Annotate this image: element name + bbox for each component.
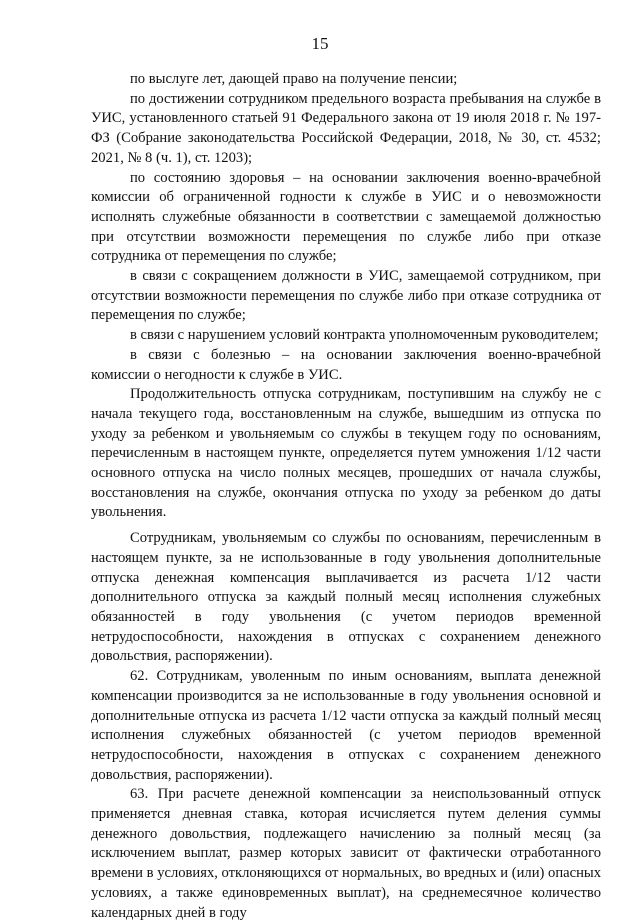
paragraph-contract-violation: в связи с нарушением условий контракта уполномоченным руководителем; [130,327,599,344]
paragraph-health: по состоянию здоровья – на основании заключения военно-врачебной комиссии об ограниченной годности к службе в УИС и о невозможности исполнять служебные обязанности в соответствии с замещаемой должностью при отсутствии возможности перемещения по службе либо при отказе сотрудника от перемещения по службе; [91,169,601,265]
paragraph-illness: в связи с болезнью – на основании заключения военно-врачебной комиссии о негодности к службе в УИС. [91,346,601,383]
paragraph-age-limit: по достижении сотрудником предельного возраста пребывания на службе в УИС, установленного статьей 91 Федерального закона от 19 июля 2018 г. № 197-ФЗ (Собрание законодательства Российской Федерации, 2018, № 30, ст. 4532; 2021, № 8 (ч. 1), ст. 1203); [91,90,601,166]
paragraph-additional-leave-compensation: Сотрудникам, увольняемым со службы по основаниям, перечисленным в настоящем пункте, за не использованные в году увольнения дополнительные отпуска денежная компенсация выплачивается из расчета 1/12 части дополнительного отпуска за каждый полный месяц исполнения служебных обязанностей в году увольнения (с учетом периодов временной нетрудоспособности, нахождения в отпусках с сохранением денежного довольствия, распоряжении). [91,530,601,665]
paragraph-item-63: 63. При расчете денежной компенсации за неиспользованный отпуск применяется дневная ставка, которая исчисляется путем деления суммы денежного довольствия, подлежащего начислению за полный месяц (за исключением выплат, размер которых зависит от фактически отработанного времени в условиях, отклоняющихся от нормальных, во вредных и (или) опасных условиях, а также единовременных выплат), на среднемесячное количество календарных дней в году [91,786,601,921]
paragraph-pension: по выслуге лет, дающей право на получение пенсии; [130,71,458,87]
page-number: 15 [311,34,329,53]
document-body [91,70,601,923]
paragraph-leave-duration: Продолжительность отпуска сотрудникам, поступившим на службу не с начала текущего года, восстановленным на службе, вышедшим из отпуска по уходу за ребенком и увольняемым со службы в текущем году по основаниям, перечисленным в настоящем пункте, определяется путем умножения 1/12 части основного отпуска на число полных месяцев, прошедших от начала службы, восстановления на службе, окончания отпуска по уходу за ребенком до даты увольнения. [91,386,601,521]
paragraph-item-62: 62. Сотрудникам, уволенным по иным основаниям, выплата денежной компенсации производится за не использованные в году увольнения основной и дополнительные отпуска из расчета 1/12 части отпуска за каждый полный месяц исполнения служебных обязанностей (с учетом периодов временной нетрудоспособности, нахождения в отпусках с сохранением денежного довольствия, распоряжении). [91,668,601,783]
paragraph-position-reduction: в связи с сокращением должности в УИС, замещаемой сотрудником, при отсутствии возможности перемещения по службе либо при отказе сотрудника от перемещения по службе; [91,268,601,324]
